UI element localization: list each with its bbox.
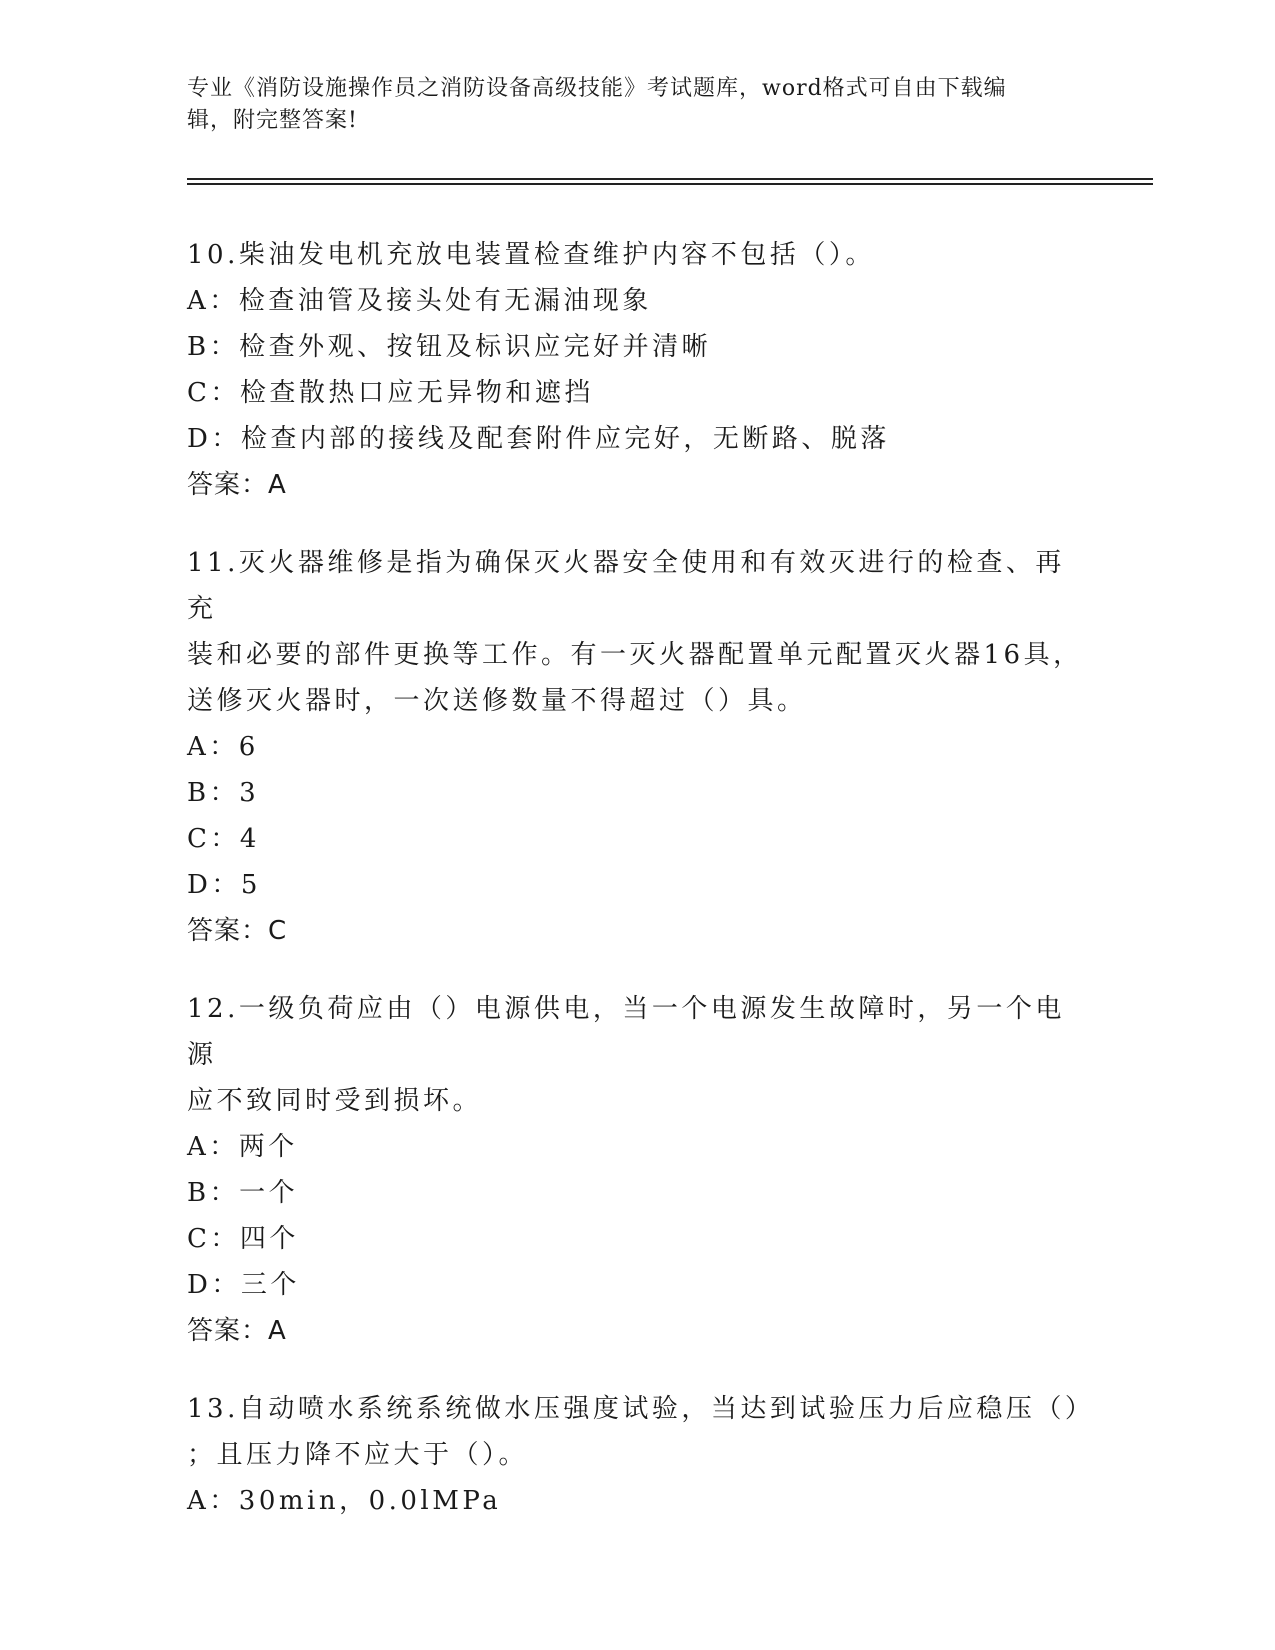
answer: 答案：C [187,916,288,946]
answer: 答案：A [187,1316,287,1346]
option-b: B：3 [187,778,260,808]
option-d: D：检查内部的接线及配套附件应完好，无断路、脱落 [187,424,890,454]
question-12 [187,986,1087,1354]
document-header [187,73,1067,137]
question-stem: 12.一级负荷应由（）电源供电，当一个电源发生故障时，另一个电源 [187,994,1065,1070]
question-stem: 11.灭火器维修是指为确保灭火器安全使用和有效灭进行的检查、再充 [187,548,1065,624]
option-a: A：30min，0.0lMPa [187,1486,502,1516]
question-stem: 13.自动喷水系统系统做水压强度试验，当达到试验压力后应稳压（） [187,1394,1095,1424]
option-a: A：两个 [187,1132,298,1162]
option-d: D：三个 [187,1270,300,1300]
option-c: C：四个 [187,1224,299,1254]
question-11 [187,540,1087,954]
question-stem: 送修灭火器时，一次送修数量不得超过（）具。 [187,686,807,716]
question-10 [187,232,1087,508]
question-list [187,232,1095,1556]
option-b: B：一个 [187,1178,299,1208]
option-a: A：6 [187,732,259,762]
option-c: C：检查散热口应无异物和遮挡 [187,378,594,408]
option-a: A：检查油管及接头处有无漏油现象 [187,286,652,316]
option-c: C：4 [187,824,260,854]
question-13 [187,1386,1095,1524]
header-line-2: 辑，附完整答案! [187,108,358,133]
answer: 答案：A [187,470,287,500]
option-b: B：检查外观、按钮及标识应完好并清晰 [187,332,712,362]
question-stem: 应不致同时受到损坏。 [187,1086,483,1116]
header-divider-bottom [187,183,1153,185]
question-stem: ；且压力降不应大于（）。 [187,1440,529,1470]
option-d: D：5 [187,870,261,900]
header-line-1: 专业《消防设施操作员之消防设备高级技能》考试题库，word格式可自由下载编 [187,76,1007,101]
question-stem: 装和必要的部件更换等工作。有一灭火器配置单元配置灭火器16具， [187,640,1083,670]
header-divider-top [187,178,1153,180]
question-stem: 10.柴油发电机充放电装置检查维护内容不包括（）。 [187,240,875,270]
